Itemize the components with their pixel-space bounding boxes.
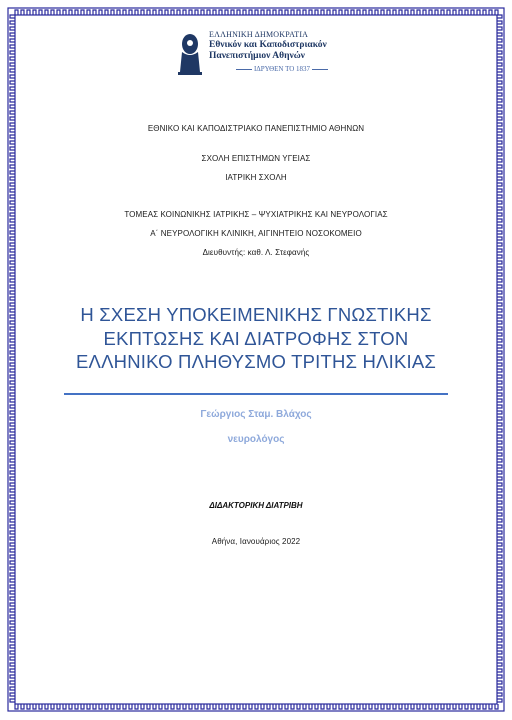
director-name: Διευθυντής: καθ. Λ. Στεφανής [202,248,310,257]
department-name: ΤΟΜΕΑΣ ΚΟΙΝΩΝΙΚΗΣ ΙΑΤΡΙΚΗΣ – ΨΥΧΙΑΤΡΙΚΗΣ ΚΑΙ ΝΕΥΡΟΛΟΓΙΑΣ [124,210,388,219]
logo-line-university-2: Πανεπιστήμιον Αθηνών [209,51,305,61]
logo-founded-text: ΙΔΡΥΘΕΝ ΤΟ 1837 [253,65,311,73]
university-name: ΕΘΝΙΚΟ ΚΑΙ ΚΑΠΟΔΙΣΤΡΙΑΚΟ ΠΑΝΕΠΙΣΤΗΜΙΟ ΑΘΗΝΩΝ [147,124,365,133]
thesis-title-line-2: ΕΚΠΤΩΣΗΣ ΚΑΙ ΔΙΑΤΡΟΦΗΣ ΣΤΟΝ [103,327,409,349]
place-and-date: Αθήνα, Ιανουάριος 2022 [211,537,301,546]
clinic-name: Α΄ ΝΕΥΡΟΛΟΓΙΚΗ ΚΛΙΝΙΚΗ, ΑΙΓΙΝΗΤΕΙΟ ΝΟΣΟΚΟΜΕΙΟ [150,229,362,238]
title-divider [64,393,448,395]
thesis-title-line-3: ΕΛΛΗΝΙΚΟ ΠΛΗΘΥΣΜΟ ΤΡΙΤΗΣ ΗΛΙΚΙΑΣ [76,351,436,372]
athena-seal-icon [175,32,205,76]
logo-founded [209,64,355,74]
author-name: Γεώργιος Σταμ. Βλάχος [200,409,312,420]
document-type: ΔΙΔΑΚΤΟΡΙΚΗ ΔΙΑΤΡΙΒΗ [209,501,303,510]
logo-line-republic: ΕΛΛΗΝΙΚΗ ΔΗΜΟΚΡΑΤΙΑ [209,30,309,39]
author-role: νευρολόγος [227,434,285,445]
thesis-title-line-1: Η ΣΧΕΣΗ ΥΠΟΚΕΙΜΕΝΙΚΗΣ ΓΝΩΣΤΙΚΗΣ [80,304,432,325]
school-name: ΣΧΟΛΗ ΕΠΙΣΤΗΜΩΝ ΥΓΕΙΑΣ [201,154,311,163]
university-logo [175,30,355,92]
thesis-title [0,303,512,374]
logo-line-university-1: Εθνικόν και Καποδιστριακόν [209,40,327,50]
faculty-name: ΙΑΤΡΙΚΗ ΣΧΟΛΗ [225,173,287,182]
